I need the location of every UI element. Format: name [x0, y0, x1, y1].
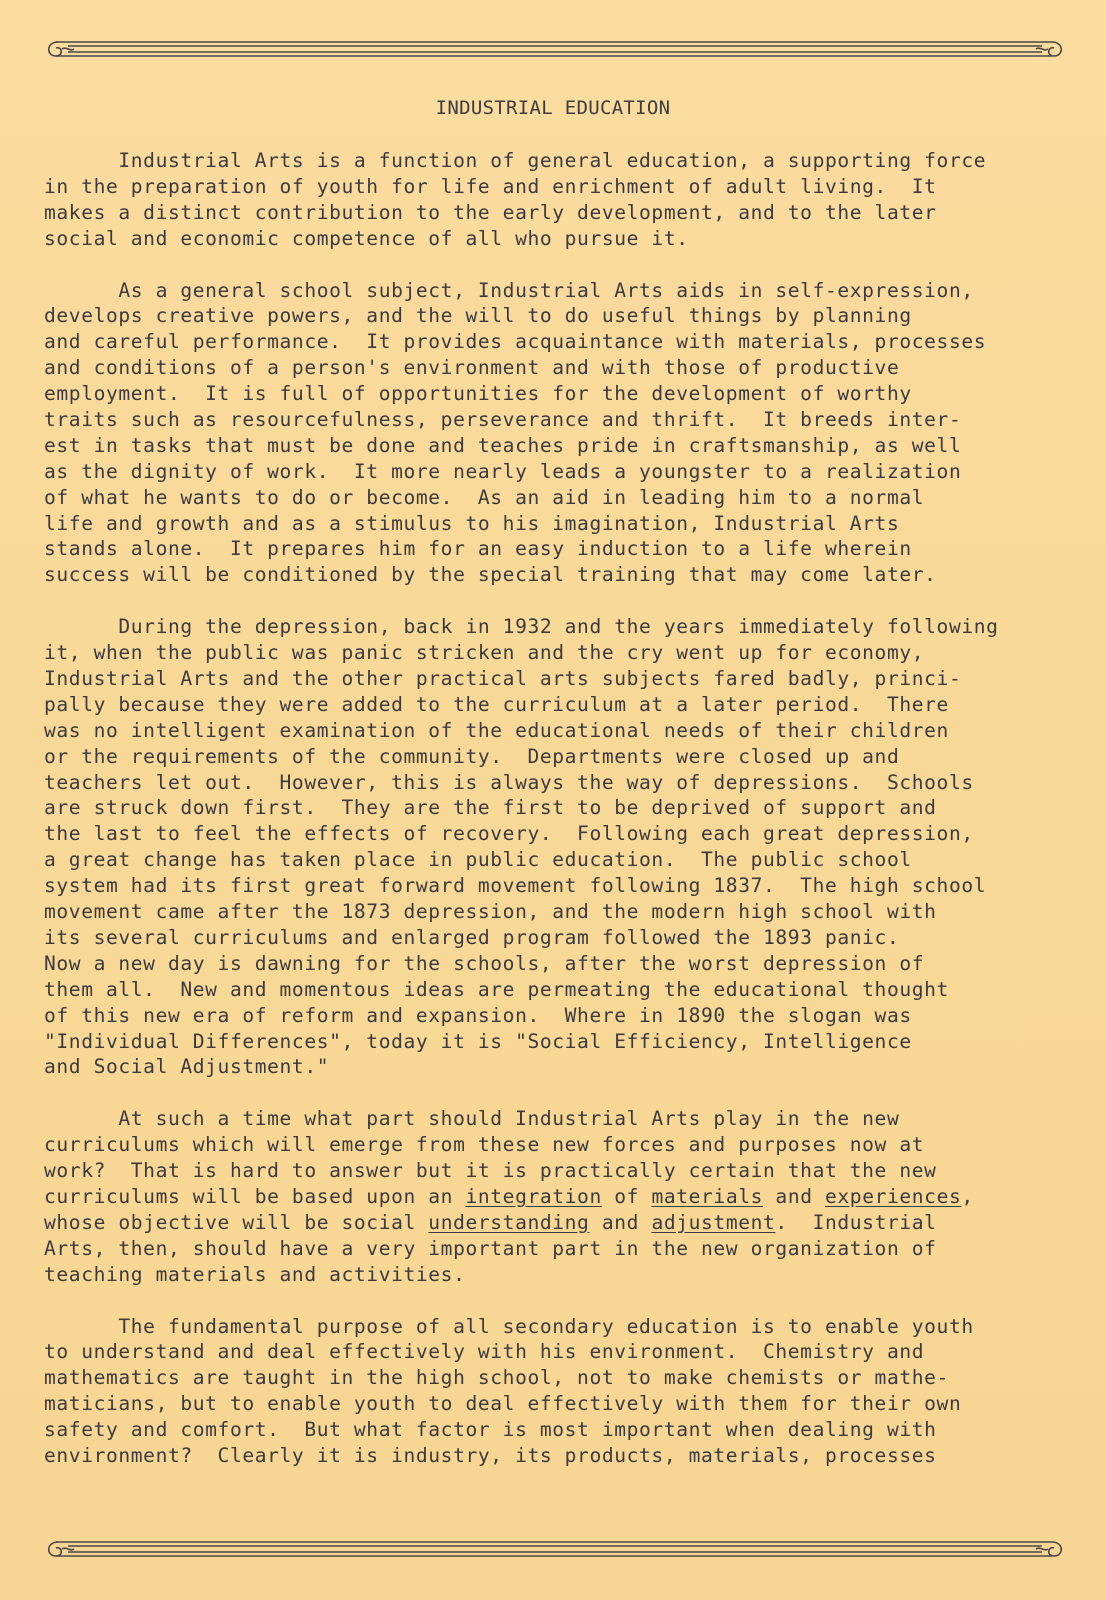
text-run: and: [763, 1184, 826, 1208]
text-line: Industrial Arts is a function of general education, a supporting force: [44, 149, 987, 172]
text-line: social and economic competence of all who pursue it.: [44, 226, 689, 250]
text-line: work? That is hard to answer but it is practically certain that the new: [44, 1159, 937, 1183]
text-line: teachers let out. However, this is always the way of depressions. Schools: [44, 770, 974, 794]
text-line: curriculums which will emerge from these new forces and purposes now at: [44, 1133, 925, 1157]
underlined-term-materials: materials: [651, 1184, 764, 1208]
text-line: Arts, then, should have a very important part in the new organization of: [44, 1236, 937, 1260]
text-line: to understand and deal effectively with his environment. Chemistry and: [44, 1340, 925, 1364]
text-line: stands alone. It prepares him for an easy induction to a life wherein: [44, 537, 912, 561]
text-line: it, when the public was panic stricken and the cry went up for economy,: [44, 641, 925, 665]
text-run: ,: [961, 1184, 974, 1208]
text-line: the last to feel the effects of recovery. Following each great depression,: [44, 822, 974, 846]
text-line: its several curriculums and enlarged program followed the 1893 panic.: [44, 925, 900, 949]
underlined-term-understanding: understanding: [428, 1210, 590, 1234]
text-line: of what he wants to do or become. As an aid in leading him to a normal: [44, 485, 925, 509]
text-line: As a general school subject, Industrial Arts aids in self-expression,: [44, 278, 974, 302]
text-line: life and growth and as a stimulus to his imagination, Industrial Arts: [44, 511, 900, 535]
text-line: safety and comfort. But what factor is most important when dealing with: [44, 1418, 937, 1442]
text-run: whose objective will be social: [44, 1210, 429, 1234]
text-line: mathematics are taught in the high school, not to make chemists or mathe-: [44, 1366, 949, 1390]
text-line: Industrial Arts and the other practical arts subjects fared badly, princi-: [44, 667, 962, 691]
paragraph-4: [44, 1106, 1084, 1287]
text-line-underlined-terms: [44, 1184, 1084, 1210]
paragraph-2: [44, 278, 1084, 589]
underlined-term-experiences: experiences: [825, 1184, 962, 1208]
text-line: The fundamental purpose of all secondary education is to enable youth: [44, 1314, 974, 1338]
text-line: makes a distinct contribution to the early development, and to the later: [44, 200, 937, 224]
text-line: During the depression, back in 1932 and the years immediately following: [44, 615, 999, 639]
paragraph-1: [44, 148, 1084, 252]
text-line: was no intelligent examination of the educational needs of their children: [44, 718, 949, 742]
text-line: At such a time what part should Industrial Arts play in the new: [44, 1107, 900, 1131]
text-line-underlined-terms: [44, 1210, 1084, 1236]
text-line: a great change has taken place in public education. The public school: [44, 848, 912, 872]
text-line: success will be conditioned by the special training that may come later.: [44, 563, 937, 587]
text-line: or the requirements of the community. Departments were closed up and: [44, 744, 900, 768]
text-line: in the preparation of youth for life and enrichment of adult living. It: [44, 174, 937, 198]
text-line: are struck down first. They are the first to be deprived of support and: [44, 796, 937, 820]
text-line: and careful performance. It provides acquaintance with materials, processes: [44, 330, 987, 354]
text-line: of this new era of reform and expansion. Where in 1890 the slogan was: [44, 1003, 912, 1027]
text-run: curriculums will be based upon an: [44, 1184, 466, 1208]
text-line: develops creative powers, and the will to do useful things by planning: [44, 304, 912, 328]
text-line: system had its first great forward movement following 1837. The high school: [44, 874, 987, 898]
top-border-scroll-icon: [40, 34, 1070, 64]
text-line: "Individual Differences", today it is "Social Efficiency, Intelligence: [44, 1029, 912, 1053]
text-line: employment. It is full of opportunities for the development of worthy: [44, 382, 912, 406]
document-title: INDUSTRIAL EDUCATION: [435, 97, 671, 119]
text-line: environment? Clearly it is industry, its products, materials, processes: [44, 1443, 937, 1467]
document-body: [44, 148, 1084, 1495]
underlined-term-adjustment: adjustment: [651, 1210, 776, 1234]
text-line: est in tasks that must be done and teaches pride in craftsmanship, as well: [44, 433, 962, 457]
text-line: and Social Adjustment.": [44, 1055, 330, 1079]
text-line: as the dignity of work. It more nearly leads a youngster to a realization: [44, 459, 962, 483]
text-run: and: [589, 1210, 652, 1234]
top-ornamental-border: [40, 34, 1070, 64]
bottom-ornamental-border: [40, 1534, 1070, 1564]
paragraph-3: [44, 614, 1084, 1080]
bottom-border-scroll-icon: [40, 1534, 1070, 1564]
text-line: movement came after the 1873 depression, and the modern high school with: [44, 900, 937, 924]
text-line: them all. New and momentous ideas are permeating the educational thought: [44, 977, 949, 1001]
text-line: teaching materials and activities.: [44, 1262, 466, 1286]
text-line: traits such as resourcefulness, perseverance and thrift. It breeds inter-: [44, 408, 962, 432]
paragraph-5: [44, 1314, 1084, 1469]
text-line: Now a new day is dawning for the schools, after the worst depression of: [44, 951, 925, 975]
text-line: pally because they were added to the curriculum at a later period. There: [44, 692, 949, 716]
text-run: . Industrial: [775, 1210, 937, 1234]
text-line: maticians, but to enable youth to deal effectively with them for their own: [44, 1392, 962, 1416]
text-run: of: [601, 1184, 652, 1208]
underlined-term-integration: integration: [465, 1184, 602, 1208]
text-line: and conditions of a person's environment and with those of productive: [44, 356, 900, 380]
